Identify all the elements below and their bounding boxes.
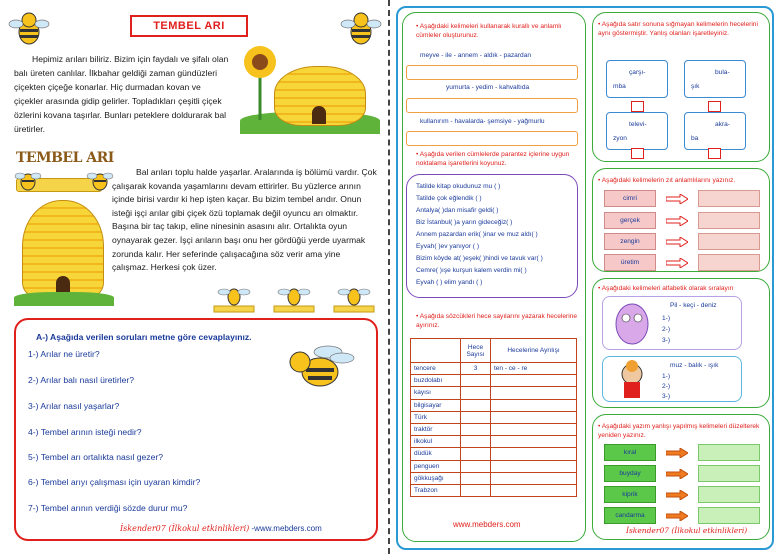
- alpha-line: 3-): [662, 337, 671, 344]
- punct-sentence: Cemre( )ışe kurşun kalem verdin mi( ): [416, 267, 527, 274]
- punctuation-instruction: • Aşağıda verilen cümlelerde parantez içlerine uygun noktalama işaretlerini koyunuz.: [416, 151, 570, 167]
- header-cell: Hecelerine Ayrılışı: [491, 339, 577, 363]
- split-cell[interactable]: [491, 375, 577, 387]
- split-cell[interactable]: [491, 448, 577, 460]
- punct-sentence: Biz İstanbul( )a yarın gideceğiz( ): [416, 219, 513, 226]
- count-cell[interactable]: [461, 484, 491, 496]
- question-2: 2-) Arılar balı nasıl üretirler?: [28, 375, 135, 385]
- table-row: [411, 436, 577, 448]
- right-footer-site: www.mebders.com: [453, 520, 521, 529]
- word-cell: tencere: [411, 363, 461, 375]
- left-worksheet: [0, 0, 388, 554]
- count-cell[interactable]: [461, 387, 491, 399]
- table-row: [411, 363, 577, 375]
- cartoon-character-icon: [612, 360, 652, 400]
- word-cell: buzdolabı: [411, 375, 461, 387]
- checkbox[interactable]: [631, 148, 644, 159]
- antonym-word: gerçek: [604, 212, 656, 229]
- spelling-answer-field[interactable]: [698, 507, 760, 524]
- bee-icon: [340, 10, 382, 46]
- split-cell[interactable]: [491, 399, 577, 411]
- punct-sentence: Tatilde kitap okudunuz mu ( ): [416, 183, 501, 190]
- antonym-instruction: • Aşağıdaki kelimelerin zıt anlamlılarını yazınız.: [598, 177, 736, 184]
- tembel-ari-logo: TEMBEL ARI: [16, 150, 114, 166]
- count-cell[interactable]: [461, 448, 491, 460]
- arrow-right-icon: [666, 490, 688, 500]
- arrow-right-icon: [666, 448, 688, 458]
- question-4: 4-) Tembel arının isteği nedir?: [28, 427, 142, 437]
- spelling-answer-field[interactable]: [698, 465, 760, 482]
- word-cell: gökkuşağı: [411, 472, 461, 484]
- cartoon-character-icon: [612, 300, 652, 346]
- checkbox[interactable]: [631, 101, 644, 112]
- arrow-right-icon: [666, 237, 688, 247]
- arrow-right-icon: [666, 194, 688, 204]
- word-cell: Trabzon: [411, 484, 461, 496]
- word-cell: düdük: [411, 448, 461, 460]
- punct-sentence: Bizim köyde at( )eşek( )hindi ve tavuk var( ): [416, 255, 543, 262]
- punct-sentence: Eyvah ( ) elim yandı ( ): [416, 279, 483, 286]
- right-footer-author: İskender07 (İlkokul etkinlikleri): [626, 526, 748, 535]
- count-cell[interactable]: [461, 399, 491, 411]
- answer-field[interactable]: [406, 65, 578, 80]
- checkbox[interactable]: [708, 148, 721, 159]
- hyphen-box: bula- şık: [684, 60, 746, 98]
- hyphen-box: akra- ba: [684, 112, 746, 150]
- spelling-instruction: • Aşağıdaki yazım yanlışı yapılmış kelimeleri düzelterek yeniden yazınız.: [598, 423, 760, 439]
- hive-door: [312, 106, 326, 124]
- arrow-right-icon: [666, 511, 688, 521]
- alpha-words-1: Pil - keçi - deniz: [670, 302, 717, 309]
- antonym-answer-field[interactable]: [698, 212, 760, 229]
- table-row: [411, 460, 577, 472]
- hyphen-instruction: • Aşağıda satır sonuna sığmayan kelimelerin hecelerini aynı göstermiştir. Yanlış olanları işaretleyiniz.: [598, 21, 758, 37]
- page-title: TEMBEL ARI: [153, 20, 225, 32]
- alpha-line: 1-): [662, 315, 671, 322]
- split-cell[interactable]: [491, 387, 577, 399]
- count-cell[interactable]: [461, 436, 491, 448]
- bee-icon: [86, 168, 114, 192]
- punct-sentence: Tatilde çok eğlendik ( ): [416, 195, 482, 202]
- alpha-line: 1-): [662, 373, 671, 380]
- antonym-word: cimri: [604, 190, 656, 207]
- table-row: [411, 484, 577, 496]
- spelling-answer-field[interactable]: [698, 444, 760, 461]
- questions-heading: A-) Aşağıda verilen soruları metne göre cevaplayınız.: [36, 332, 252, 342]
- misspelled-word: buyday: [604, 465, 656, 482]
- sentence-instruction: • Aşağıdaki kelimeleri kullanarak kurallı ve anlamlı cümleler oluşturunuz.: [416, 23, 562, 39]
- story-paragraph-1: Hepimiz arıları biliriz. Bizim için faydalı ve şifalı olan balı üreten canlılar. İlkbahar geldiği zaman gündüzleri çiçekten çiçeğe konarlar. Hiç durmadan kovan ve çiçekler arasında gidip gelirler. Topladıkları çeşitli çiçek özlerini kovana taşırlar. Bunları peteklere doldurarak bal üretirler.: [14, 54, 229, 134]
- header-cell: [411, 339, 461, 363]
- sunflower-icon: [238, 40, 282, 120]
- punct-sentence: Annem pazardan erik( )inar ve muz aldı( ): [416, 231, 538, 238]
- table-row: [411, 387, 577, 399]
- page-divider: [388, 0, 390, 554]
- grass-shape: [14, 292, 114, 306]
- question-7: 7-) Tembel arının verdiği sözde durur mu?: [28, 503, 188, 513]
- antonym-word: üretim: [604, 254, 656, 271]
- table-header: [411, 339, 577, 363]
- table-row: [411, 423, 577, 435]
- count-cell[interactable]: [461, 423, 491, 435]
- split-cell[interactable]: ten - ce - re: [491, 363, 577, 375]
- question-3: 3-) Arılar nasıl yaşarlar?: [28, 401, 120, 411]
- alpha-words-2: muz - balık - ışık: [670, 362, 719, 369]
- table-row: [411, 399, 577, 411]
- alpha-line: 2-): [662, 326, 671, 333]
- alpha-line: 3-): [662, 393, 671, 400]
- word-cell: penguen: [411, 460, 461, 472]
- punct-sentence: Antalya( )dan misafir geldi( ): [416, 207, 499, 214]
- split-cell[interactable]: [491, 411, 577, 423]
- table-row: [411, 375, 577, 387]
- alpha-line: 2-): [662, 383, 671, 390]
- hyphen-box: çarşı- mba: [606, 60, 668, 98]
- bee-icon: [8, 10, 50, 46]
- answer-field[interactable]: [406, 98, 578, 113]
- story-paragraph-2: Bal arıları toplu halde yaşarlar. Aralarında iş bölümü vardır. Çok çalışarak kovanda yaşamlarını devam ettirirler. Bu yüzlerce arının içinde birisi vardır ki hep işten kaçar. Bu bizim tembel arıdır. Onun isteği işçi arılar gibi çiçek özü toplamak değil oyuncu arı olmaktır. Başına bir taç takıp, eline ninesinin asasını alır. Ortalıkta oyun oynayarak gezer. İşçi arıların başı onu her gördüğü yerde uyarmak zorunda kalır. Her seferinde çalışacağına söz verir ama yine çalışmaz. Herkesi çok üzer.: [112, 167, 377, 273]
- bee-row-icon: [210, 284, 378, 314]
- antonym-answer-field[interactable]: [698, 190, 760, 207]
- count-cell[interactable]: [461, 411, 491, 423]
- word-cell: Türk: [411, 411, 461, 423]
- count-cell[interactable]: [461, 472, 491, 484]
- split-cell[interactable]: [491, 484, 577, 496]
- question-1: 1-) Arılar ne üretir?: [28, 349, 100, 359]
- word-cell: bilgisayar: [411, 399, 461, 411]
- title-box: [130, 15, 248, 37]
- split-cell[interactable]: [491, 460, 577, 472]
- word-group-2: yumurta - yedim - kahvaltıda: [446, 84, 530, 91]
- table-row: [411, 411, 577, 423]
- table-row: [411, 448, 577, 460]
- word-cell: traktör: [411, 423, 461, 435]
- split-cell[interactable]: [491, 423, 577, 435]
- word-cell: ilkokul: [411, 436, 461, 448]
- count-cell[interactable]: 3: [461, 363, 491, 375]
- arrow-right-icon: [666, 469, 688, 479]
- syllable-table: [410, 338, 577, 497]
- split-cell[interactable]: [491, 472, 577, 484]
- misspelled-word: candarma: [604, 507, 656, 524]
- antonym-answer-field[interactable]: [698, 233, 760, 250]
- header-cell: Hece Sayısı: [461, 339, 491, 363]
- answer-field[interactable]: [406, 131, 578, 146]
- count-cell[interactable]: [461, 375, 491, 387]
- checkbox[interactable]: [708, 101, 721, 112]
- question-5: 5-) Tembel arı ortalıkta nasıl gezer?: [28, 452, 164, 462]
- footer-author: İskender07 (İlkokul etkinlikleri): [120, 524, 250, 533]
- word-cell: kayısı: [411, 387, 461, 399]
- antonym-word: zengin: [604, 233, 656, 250]
- arrow-right-icon: [666, 216, 688, 226]
- punct-sentence: Eyvah( )ev yanıyor ( ): [416, 243, 480, 250]
- word-group-1: meyve - ile - annem - aldık - pazardan: [420, 52, 532, 59]
- bee-icon: [280, 338, 360, 394]
- footer-site: -www.mebders.com: [249, 524, 322, 533]
- arrow-right-icon: [666, 258, 688, 268]
- antonym-answer-field[interactable]: [698, 254, 760, 271]
- misspelled-word: kiprik: [604, 486, 656, 503]
- split-cell[interactable]: [491, 436, 577, 448]
- word-group-3: kullanırım - havalarda- şemsiye - yağmurlu: [420, 118, 545, 125]
- count-cell[interactable]: [461, 460, 491, 472]
- syllable-instruction: • Aşağıda sözcükleri hece sayılarını yazarak hecelerine ayırınız.: [416, 313, 578, 329]
- question-6: 6-) Tembel arıyı çalışması için uyaran kimdir?: [28, 477, 201, 487]
- hyphen-box: televi- zyon: [606, 112, 668, 150]
- table-row: [411, 472, 577, 484]
- left-footer: [120, 524, 322, 533]
- alphabetical-instruction: • Aşağıdaki kelimeleri alfabetik olarak sıralayın: [598, 285, 734, 292]
- misspelled-word: kıral: [604, 444, 656, 461]
- spelling-answer-field[interactable]: [698, 486, 760, 503]
- bee-icon: [14, 168, 42, 192]
